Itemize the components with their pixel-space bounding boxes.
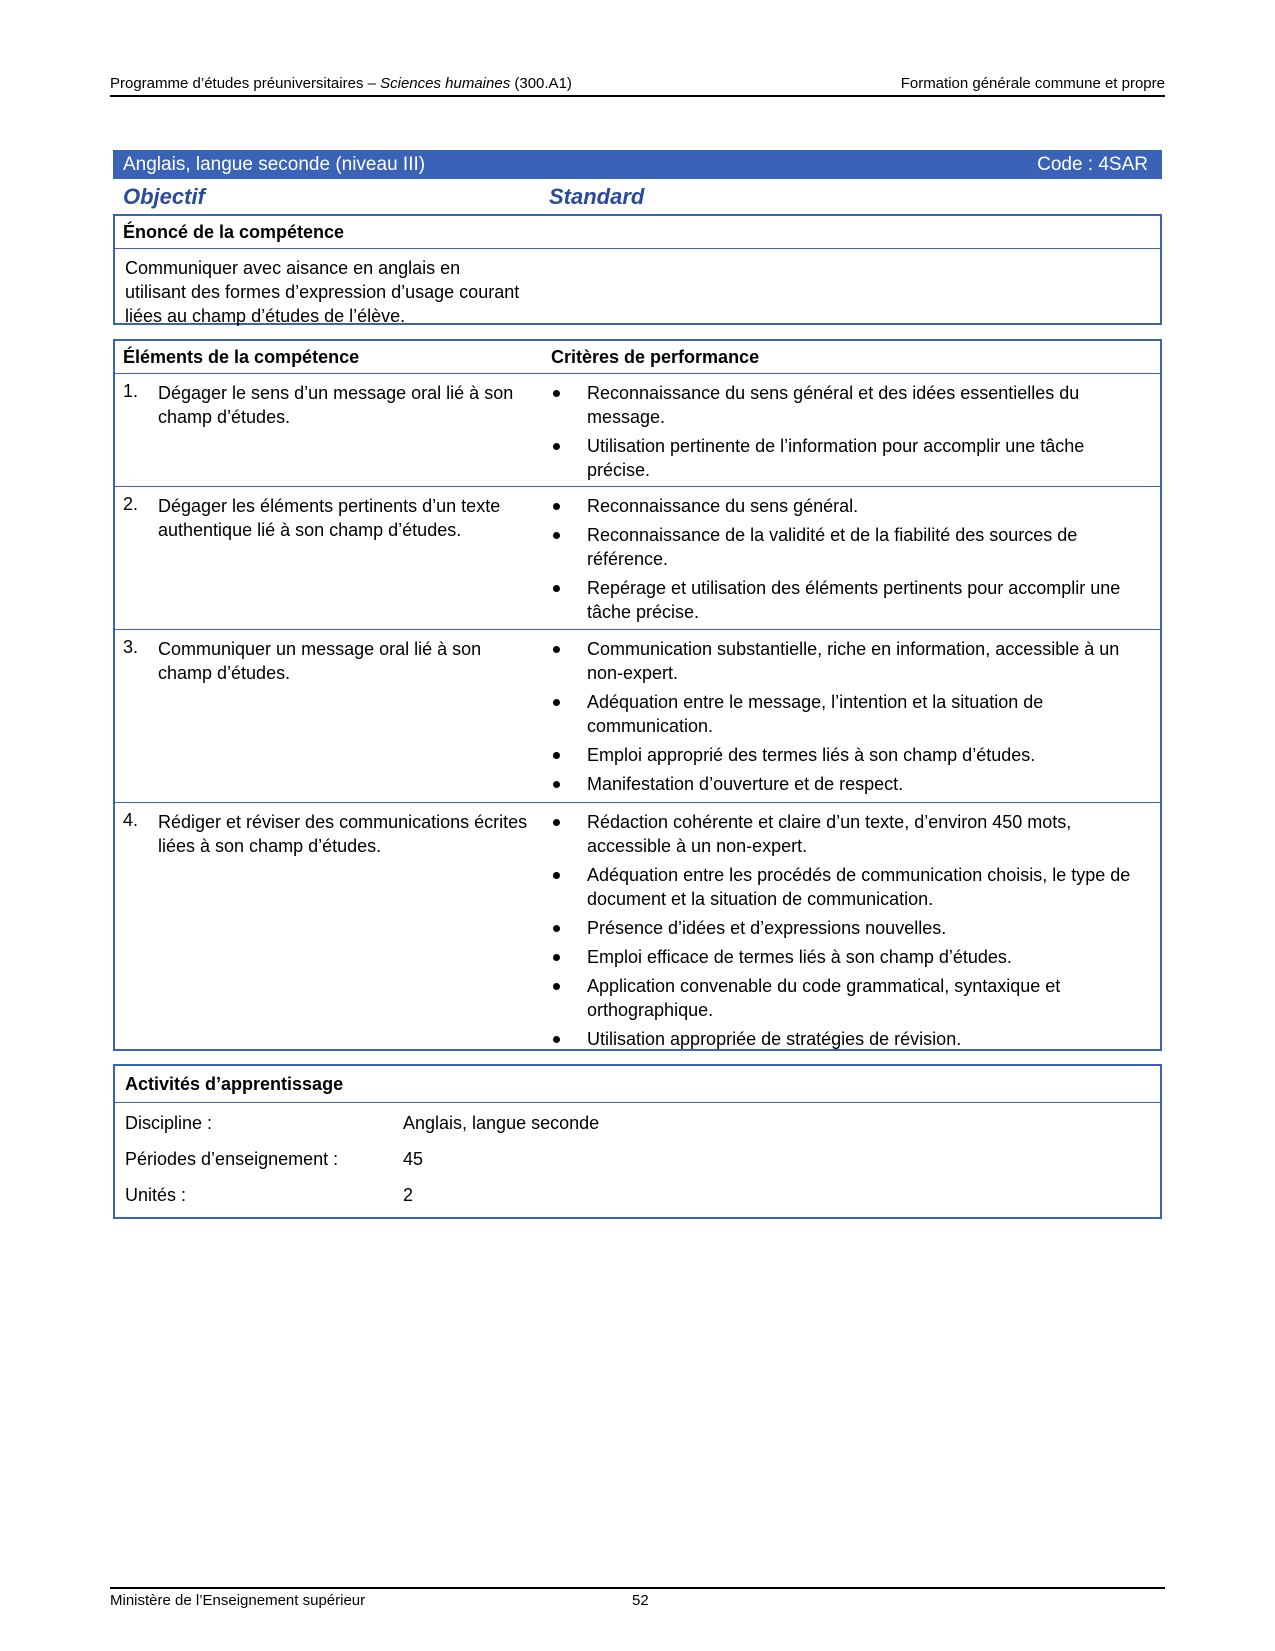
element-text: Communiquer un message oral lié à son champ d’études. [158, 639, 482, 683]
element-row [115, 373, 1160, 487]
bullet-icon [553, 954, 560, 961]
elements-title: Éléments de la compétence [123, 347, 360, 367]
bullet-icon [553, 503, 560, 510]
criterion: Manifestation d’ouverture et de respect. [551, 772, 1141, 796]
course-title: Anglais, langue seconde (niveau III) [123, 154, 426, 175]
criterion: Reconnaissance du sens général et des idées essentielles du message. [551, 381, 1141, 429]
discipline-value: Anglais, langue seconde [403, 1113, 600, 1133]
program-title: Programme d’études préuniversitaires – Sciences humaines (300.A1) [110, 75, 572, 92]
criterion: Communication substantielle, riche en information, accessible à un non-expert. [551, 637, 1141, 685]
element-text: Dégager le sens d’un message oral lié à son champ d’études. [158, 383, 514, 427]
criterion: Utilisation pertinente de l’information pour accomplir une tâche précise. [551, 434, 1141, 482]
activites-heading: Activités d’apprentissage [115, 1066, 1160, 1103]
bullet-icon [553, 872, 560, 879]
bullet-icon [553, 983, 560, 990]
objectif-standard-heading [113, 184, 1162, 210]
bullet-icon [553, 1036, 560, 1043]
element-text: Dégager les éléments pertinents d’un texte authentique lié à son champ d’études. [158, 496, 501, 540]
discipline-label: Discipline : [125, 1113, 213, 1133]
elements-box [113, 339, 1162, 1051]
enonce-text: Communiquer avec aisance en anglais en utilisant des formes d’expression d’usage courant liées au champ d’études de l’élève. [125, 258, 520, 326]
unites-label: Unités : [125, 1185, 187, 1205]
element-number: 2. [123, 494, 139, 514]
criterion: Présence d’idées et d’expressions nouvelles. [551, 916, 1141, 940]
criterion: Adéquation entre le message, l’intention et la situation de communication. [551, 690, 1141, 738]
enonce-heading: Énoncé de la compétence [115, 216, 1160, 249]
page-number: 52 [632, 1592, 649, 1609]
unites-value: 2 [403, 1185, 414, 1205]
page-header [110, 75, 1165, 93]
criterion: Reconnaissance de la validité et de la fiabilité des sources de référence. [551, 523, 1141, 571]
course-code: Code : 4SAR [1037, 154, 1148, 175]
criteria-title: Critères de performance [551, 347, 760, 367]
periodes-row [125, 1149, 1025, 1171]
criteria-list [551, 637, 1141, 801]
page-footer [110, 1592, 1165, 1610]
formation-type: Formation générale commune et propre [900, 75, 1165, 92]
periodes-label: Périodes d’enseignement : [125, 1149, 339, 1169]
header-rule [110, 95, 1165, 97]
criterion: Adéquation entre les procédés de communication choisis, le type de document et la situation de communication. [551, 863, 1141, 911]
element-number: 4. [123, 810, 139, 830]
bullet-icon [553, 925, 560, 932]
element-text: Rédiger et réviser des communications écrites liées à son champ d’études. [158, 812, 528, 856]
criteria-list [551, 810, 1141, 1056]
standard-label: Standard [549, 184, 645, 209]
criteria-list [551, 494, 1141, 629]
bullet-icon [553, 699, 560, 706]
criterion: Emploi approprié des termes liés à son champ d’études. [551, 743, 1141, 767]
bullet-icon [553, 585, 560, 592]
criterion: Rédaction cohérente et claire d’un texte, d’environ 450 mots, accessible à un non-expert. [551, 810, 1141, 858]
footer-rule [110, 1587, 1165, 1589]
bullet-icon [553, 819, 560, 826]
bullet-icon [553, 390, 560, 397]
criterion: Application convenable du code grammatical, syntaxique et orthographique. [551, 974, 1141, 1022]
discipline-row [125, 1113, 1025, 1135]
element-row [115, 486, 1160, 630]
bullet-icon [553, 443, 560, 450]
element-row [115, 629, 1160, 803]
ministry-name: Ministère de l’Enseignement supérieur [110, 1592, 366, 1609]
element-number: 1. [123, 381, 139, 401]
criterion: Emploi efficace de termes liés à son champ d’études. [551, 945, 1141, 969]
objectif-label: Objectif [123, 184, 205, 209]
course-title-bar [113, 150, 1162, 179]
criterion: Utilisation appropriée de stratégies de révision. [551, 1027, 1141, 1051]
bullet-icon [553, 781, 560, 788]
criterion: Reconnaissance du sens général. [551, 494, 1141, 518]
bullet-icon [553, 532, 560, 539]
criteria-list [551, 381, 1141, 487]
bullet-icon [553, 646, 560, 653]
element-number: 3. [123, 637, 139, 657]
periodes-value: 45 [403, 1149, 424, 1169]
enonce-box [113, 214, 1162, 325]
element-row [115, 802, 1160, 1049]
unites-row [125, 1185, 1025, 1207]
activites-box [113, 1064, 1162, 1219]
elements-heading [115, 341, 1160, 374]
criterion: Repérage et utilisation des éléments pertinents pour accomplir une tâche précise. [551, 576, 1141, 624]
bullet-icon [553, 752, 560, 759]
